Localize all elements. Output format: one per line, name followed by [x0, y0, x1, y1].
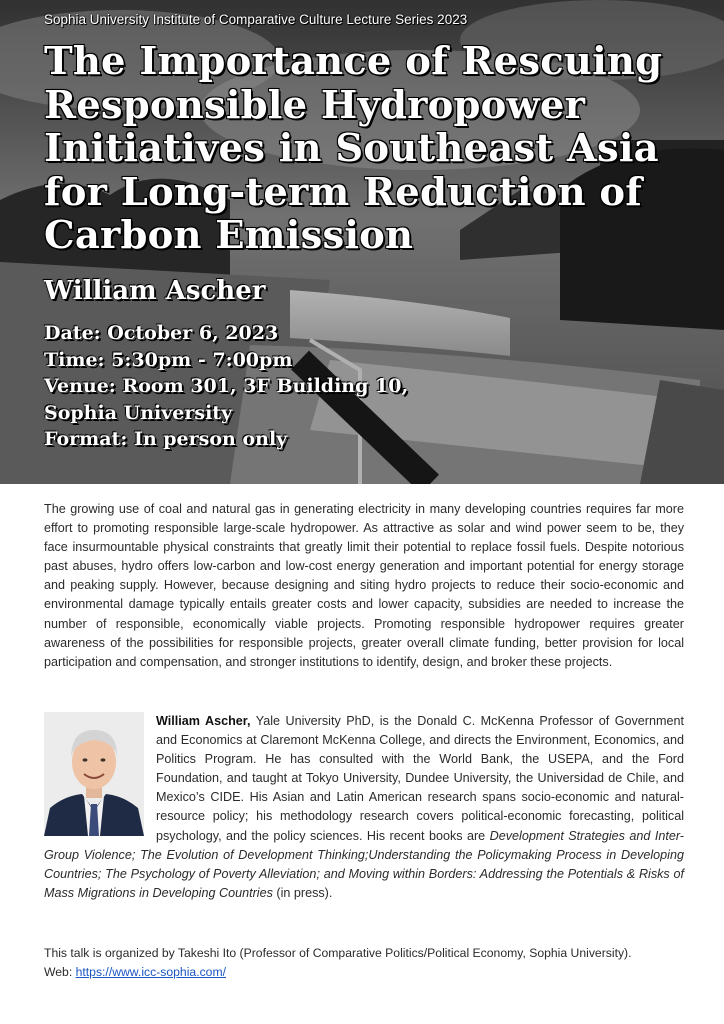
event-venue: Venue: Room 301, 3F Building 10, [44, 375, 409, 397]
bio-book-list: Development Strategies and Inter-Group Violence; The Evolution of Development Thinking;Understanding the Policymaking Process in Developing Countries; The Psychology of Poverty Alleviation; and Moving within Borders: Addressing the Potentials & Risks of Mass Migrations in Developing Countries [44, 828, 684, 900]
event-format: Format: In person only [44, 428, 288, 450]
speaker-portrait [44, 712, 144, 836]
lecture-title: The Importance of Rescuing Responsible Hydropower Initiatives in Southeast Asia for Long-term Reduction of Carbon Emission [44, 39, 663, 258]
footer [44, 944, 684, 982]
bio-speaker-name: William Ascher, [156, 714, 251, 728]
event-details [44, 320, 408, 453]
bio-body: Yale University PhD, is the Donald C. McKenna Professor of Government and Economics at Claremont McKenna College, and directs the Environment, Economics, and Politics Program. He has consulted with the World Bank, the USEPA, and the Ford Foundation, and taught at Tokyo University, Dundee University, the Universidad de Chile, and Mexico’s CIDE. His Asian and Latin American research spans socio-economic and natural-resource policy; his methodology research covers political-economic forecasting, political psychology, and the policy sciences. His recent books are [156, 714, 684, 843]
event-time: Time: 5:30pm - 7:00pm [44, 348, 293, 371]
event-date: Date: October 6, 2023 [44, 322, 279, 344]
abstract-paragraph: The growing use of coal and natural gas in generating electricity in many developing countries requires far more effort to promoting responsible large-scale hydropower. As attractive as solar and wind power seem to be, they face insurmountable physical constraints that greatly limit their potential to replace fossil fuels. Despite notorious past abuses, hydro offers low-carbon and low-cost energy generation and important potential for energy storage and peaking supply. However, because designing and siting hydro projects to reduce their socio-economic and environmental damage typically entails greater costs and lower capacity, subsidies are needed to increase the number of responsible, economically viable projects. Promoting responsible hydropower requires greater awareness of the possibilities for responsible projects, greater overall climate funding, better provision for local participation and compensation, and stronger institutions to identify, design, and broker these projects. [44, 502, 684, 669]
website-link[interactable]: https://www.icc-sophia.com/ [75, 965, 226, 979]
portrait-image [44, 712, 144, 836]
web-line [44, 963, 684, 982]
bio-tail: (in press). [272, 885, 333, 900]
event-venue-line2: Sophia University [44, 401, 233, 424]
web-label: Web: [44, 965, 76, 979]
lecture-series-label: Sophia University Institute of Comparative Culture Lecture Series 2023 [44, 12, 468, 27]
organizer-note: This talk is organized by Takeshi Ito (Professor of Comparative Politics/Political Economy, Sophia University). [44, 946, 632, 960]
speaker-name: William Ascher [44, 276, 266, 306]
speaker-bio [44, 712, 684, 903]
hero-banner [0, 0, 724, 484]
